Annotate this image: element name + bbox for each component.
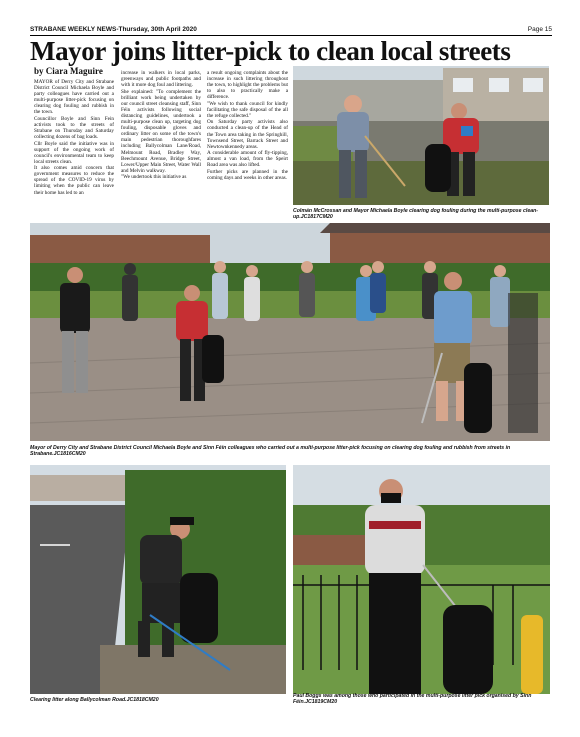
paragraph: Further picks are planned in the coming days and weeks in other areas. <box>207 168 288 181</box>
photo-mayor-and-activist <box>293 66 549 205</box>
paragraph: She explained: "To complement the brilliant work being undertaken by our council street cleansing staff, Sinn Féin activists following social distancing guidelines, undertook a multi-purpose clean up, targeting dog fouling, disposable gloves and ordinary litter on some of the town's main pedestrian thoroughfares including Ballycolman Lane/Road, Melmount Road, Bradley Way, Beechmount Avenue, Bridge Street, Lower/Upper Main Street, Water Wall and Melvin walkway. <box>121 88 201 174</box>
paragraph: Cllr Boyle said the initiative was in support of the ongoing work of council's environmental team to keep local streets clean. <box>34 140 114 165</box>
headline: Mayor joins litter-pick to clean local streets <box>30 36 511 66</box>
article-column-2 <box>121 70 201 181</box>
paragraph: Councillor Boyle and Sinn Fein activists took to the streets of Strabane on Thursday and Saturday collecting dozens of bag loads. <box>34 115 114 141</box>
paragraph: "We undertook this initiative as <box>121 174 187 181</box>
byline: by Ciara Maguire <box>34 66 103 76</box>
caption-photo-4: Paul Boggs was among those who participated in the multi-purpose litter pick organised by Sinn Féin.JC1819CM20 <box>293 693 532 706</box>
paragraph: increase in walkers in local parks, greenways and public footpaths and with it more dog foul and littering. <box>121 70 201 89</box>
paragraph: a result ongoing complaints about the increase in such littering throughout the town, to highlight the problems but to also to practically make a difference. <box>207 70 288 101</box>
photo-ballycolman-road <box>30 465 286 694</box>
paragraph: MAYOR of Derry City and Strabane District Council Michaela Boyle and party colleagues have carried out a multi-purpose litter-pick focusing on clearing dog fouling and rubbish in the town. <box>34 79 114 116</box>
article-column-1 <box>34 66 114 196</box>
masthead <box>30 22 552 36</box>
article-column-3 <box>207 70 288 181</box>
page-number: Page 15 <box>527 26 552 33</box>
photo-group <box>30 223 550 441</box>
paragraph: It also comes amid concern that government measures to reduce the spread of the COVID-19 virus by limiting when the public can leave their home has led to an <box>34 165 114 196</box>
caption-photo-3: Clearing litter along Ballycolman Road.JC1818CM20 <box>30 697 159 703</box>
caption-photo-2: Mayor of Derry City and Strabane District Council Michaela Boyle and Sinn Féin colleagues who carried out a multi-purpose litter-pick focusing on clearing dog fouling and rubbish from streets in Strabane.JC1816CM20 <box>30 445 511 458</box>
paragraph: A considerable amount of fly-tipping, almost a van load, from the Speirt Road area was also lifted. <box>207 150 288 169</box>
paragraph: On Saturday party activists also conducted a clean-up of the Head of the Town area taking in the Springhill, Townsend Street, Barrack Street and Newtownkennedy areas. <box>207 119 288 150</box>
masthead-title: STRABANE WEEKLY NEWS-Thursday, 30th April 2020 <box>30 26 197 33</box>
caption-photo-1: Colmán McCrossan and Mayor Michaela Boyle clearing dog fouling during the multi-purpose clean-up.JC1817CM20 <box>293 208 538 221</box>
paragraph: "We wish to thank council for kindly facilitating the safe disposal of the all the refuge collected." <box>207 100 288 119</box>
photo-paul-boggs <box>293 465 550 694</box>
